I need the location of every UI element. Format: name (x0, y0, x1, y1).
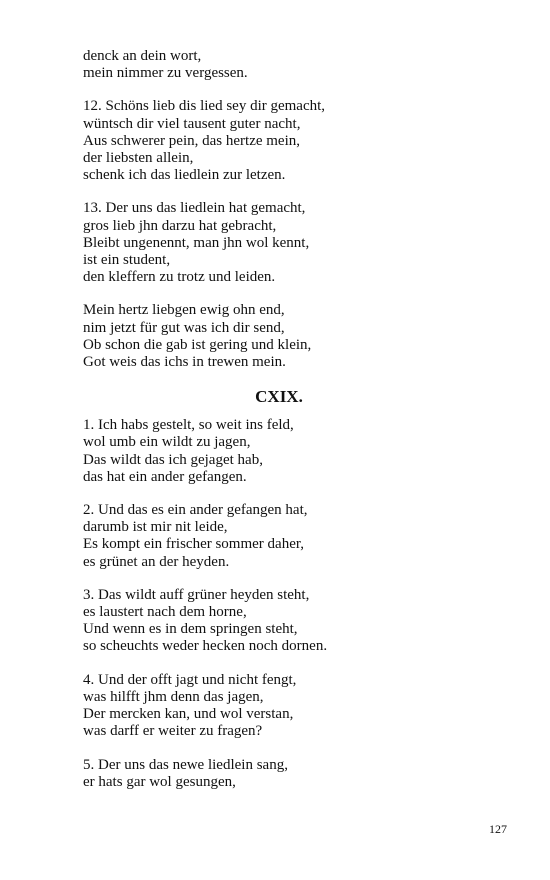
stanza (83, 302, 463, 371)
verse-line: er hats gar wol gesungen, (83, 773, 236, 790)
stanza (83, 98, 463, 184)
verse-line: 2. Und das es ein ander gefangen hat, (83, 502, 308, 519)
verse-line: Und wenn es in dem springen steht, (83, 621, 298, 638)
verse-line: der liebsten allein, (83, 150, 194, 167)
verse-line: denck an dein wort, (83, 48, 202, 64)
verse-line: Aus schwerer pein, das hertze mein, (83, 132, 301, 149)
verse-line: es laustert nach dem horne, (83, 604, 247, 621)
verse-line: gros lieb jhn darzu hat gebracht, (83, 217, 277, 234)
stanza (83, 757, 463, 791)
verse-line: was darff er weiter zu fragen? (83, 723, 263, 740)
verse-line: 4. Und der offt jagt und nicht fengt, (83, 671, 297, 688)
verse-line: Es kompt ein frischer sommer daher, (83, 536, 305, 553)
verse-line: schenk ich das liedlein zur letzen. (83, 167, 286, 184)
verse-line: ist ein student, (83, 252, 171, 269)
verse-line: das hat ein ander gefangen. (83, 468, 247, 485)
stanza (83, 417, 463, 486)
section-title: CXIX. (255, 387, 303, 407)
stanza (83, 200, 463, 286)
verse-line: 12. Schöns lieb dis lied sey dir gemacht, (83, 98, 326, 115)
verse-line: mein nimmer zu vergessen. (83, 65, 248, 82)
stanza (83, 672, 463, 741)
verse-line: 1. Ich habs gestelt, so weit ins feld, (83, 417, 294, 434)
verse-line: 13. Der uns das liedlein hat gemacht, (83, 200, 306, 217)
stanza (83, 587, 463, 656)
page-text (83, 48, 463, 807)
verse-line: es grünet an der heyden. (83, 553, 230, 570)
verse-line: wol umb ein wildt zu jagen, (83, 434, 251, 451)
page-number: 127 (489, 822, 507, 836)
verse-line: Der mercken kan, und wol verstan, (83, 706, 294, 723)
verse-line: 5. Der uns das newe liedlein sang, (83, 756, 288, 773)
verse-line: wüntsch dir viel tausent guter nacht, (83, 115, 301, 132)
verse-line: Mein hertz liebgen ewig ohn end, (83, 302, 285, 319)
verse-line: Bleibt ungenennt, man jhn wol kennt, (83, 234, 310, 251)
stanza (83, 48, 463, 82)
verse-line: darumb ist mir nit leide, (83, 519, 228, 536)
verse-line: Das wildt das ich gejaget hab, (83, 451, 263, 468)
verse-line: Got weis das ichs in trewen mein. (83, 354, 286, 371)
verse-line: nim jetzt für gut was ich dir send, (83, 319, 285, 336)
verse-line: 3. Das wildt auff grüner heyden steht, (83, 586, 310, 603)
verse-line: was hilfft jhm denn das jagen, (83, 688, 264, 705)
verse-line: den kleffern zu trotz und leiden. (83, 269, 276, 286)
verse-line: so scheuchts weder hecken noch dornen. (83, 638, 328, 655)
stanza (83, 502, 463, 571)
verse-line: Ob schon die gab ist gering und klein, (83, 336, 312, 353)
